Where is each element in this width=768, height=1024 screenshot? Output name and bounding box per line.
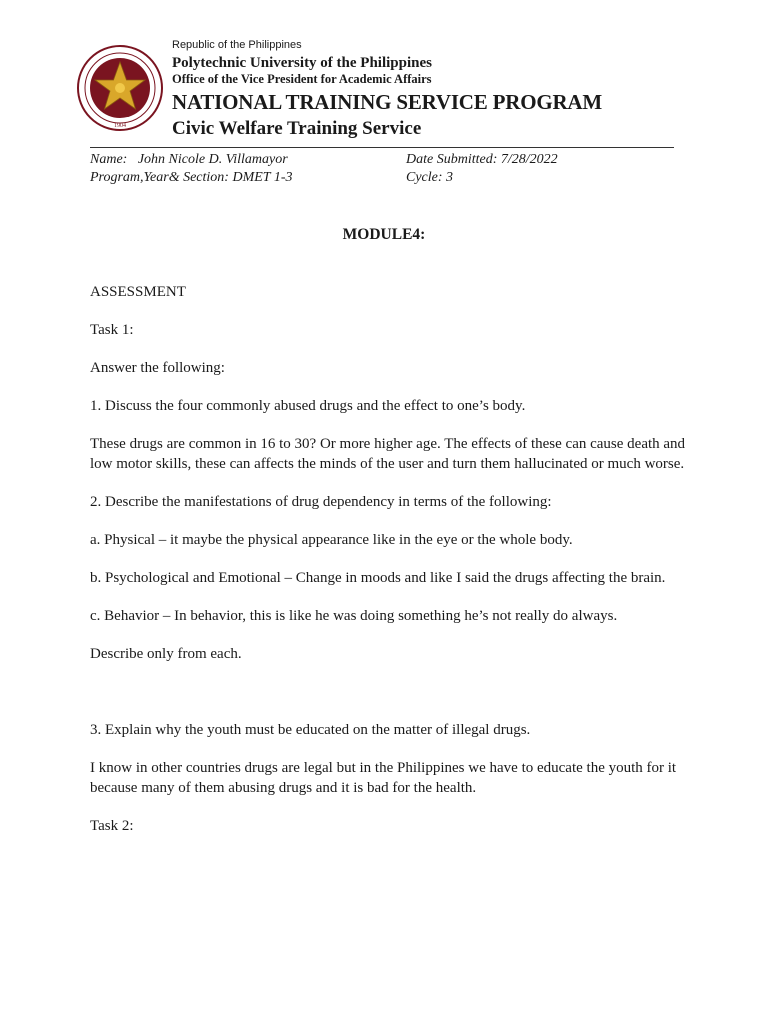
question-1: 1. Discuss the four commonly abused drugs and the effect to one’s body. <box>90 398 526 414</box>
task1-heading: Task 1: <box>90 322 134 338</box>
question-2b: b. Psychological and Emotional – Change in moods and like I said the drugs affecting the brain. <box>90 570 666 586</box>
answer-3: I know in other countries drugs are legal but in the Philippines we have to educate the youth for it because many of them abusing drugs and it is bad for the health. <box>90 760 677 796</box>
student-program: Program,Year& Section: DMET 1-3 <box>90 170 293 185</box>
republic-line: Republic of the Philippines <box>172 39 302 51</box>
pup-seal-icon <box>76 44 164 132</box>
student-info-left <box>90 151 292 187</box>
cycle: Cycle: 3 <box>406 170 454 185</box>
question-2-note: Describe only from each. <box>90 646 242 662</box>
question-2c: c. Behavior – In behavior, this is like he was doing something he’s not really do always. <box>90 608 618 624</box>
module-title: MODULE4: <box>342 226 426 243</box>
answer-1: These drugs are common in 16 to 30? Or more higher age. The effects of these can cause death and low motor skills, these can affects the minds of the user and turn them hallucinated or much worse. <box>90 436 686 472</box>
instruction: Answer the following: <box>90 360 225 376</box>
date-submitted: Date Submitted: 7/28/2022 <box>406 152 558 167</box>
university-name: Polytechnic University of the Philippines <box>172 55 432 71</box>
header-divider <box>90 147 674 148</box>
question-3: 3. Explain why the youth must be educated on the matter of illegal drugs. <box>90 722 531 738</box>
task2-heading: Task 2: <box>90 818 134 834</box>
document-body <box>90 282 690 836</box>
service-title: Civic Welfare Training Service <box>172 118 422 139</box>
question-2a: a. Physical – it maybe the physical appearance like in the eye or the whole body. <box>90 532 573 548</box>
seal-year: 1904 <box>114 123 126 129</box>
question-2: 2. Describe the manifestations of drug dependency in terms of the following: <box>90 494 552 510</box>
document-header <box>172 38 732 141</box>
student-info-right <box>406 151 558 187</box>
assessment-heading: ASSESSMENT <box>90 284 186 300</box>
student-name: Name: John Nicole D. Villamayor <box>90 152 288 167</box>
program-title: NATIONAL TRAINING SERVICE PROGRAM <box>172 90 603 114</box>
office-name: Office of the Vice President for Academic Affairs <box>172 72 432 86</box>
